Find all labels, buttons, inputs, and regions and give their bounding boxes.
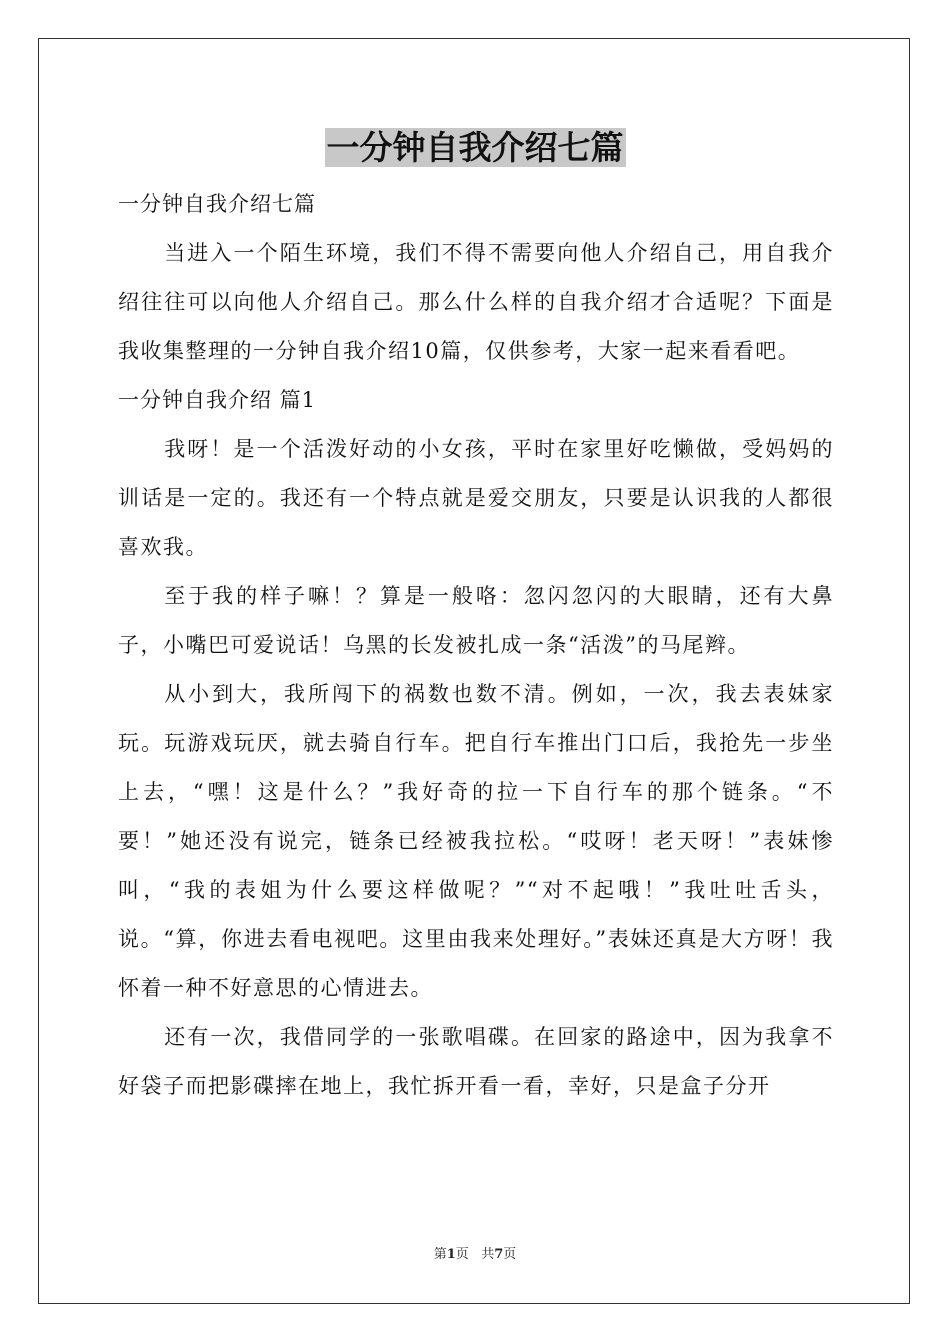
footer-total-prefix: 共 <box>481 1247 495 1262</box>
section-heading: 一分钟自我介绍七篇 <box>118 192 316 216</box>
footer-total-pages: 7 <box>494 1247 504 1262</box>
body-paragraph: 当进入一个陌生环境，我们不得不需要向他人介绍自己，用自我介绍往往可以向他人介绍自己。那么什么样的自我介绍才合适呢？下面是我收集整理的一分钟自我介绍10篇，仅供参考，大家一起来看看吧。 <box>118 241 834 363</box>
body-paragraph: 还有一次，我借同学的一张歌唱碟。在回家的路途中，因为我拿不好袋子而把影碟摔在地上，我忙拆开看一看，幸好，只是盒子分开 <box>118 1025 834 1098</box>
section-heading: 一分钟自我介绍 篇1 <box>118 388 317 412</box>
body-paragraph: 至于我的样子嘛！？算是一般咯：忽闪忽闪的大眼睛，还有大鼻子，小嘴巴可爱说话！乌黑的长发被扎成一条“活泼”的马尾辫。 <box>118 584 834 657</box>
document-body <box>118 180 834 1111</box>
document-title-text: 一分钟自我介绍七篇 <box>326 128 624 167</box>
document-title <box>0 126 950 170</box>
footer-page-number: 1 <box>446 1247 456 1262</box>
footer-total-suffix: 页 <box>503 1247 517 1262</box>
body-paragraph: 从小到大，我所闯下的祸数也数不清。例如，一次，我去表妹家玩。玩游戏玩厌，就去骑自行车。把自行车推出门口后，我抢先一步坐上去，“嘿！这是什么？”我好奇的拉一下自行车的那个链条。“不要！”她还没有说完，链条已经被我拉松。“哎呀！老天呀！”表妹惨叫，“我的表姐为什么要这样做呢？”“对不起哦！”我吐吐舌头，说。“算，你进去看电视吧。这里由我来处理好。”表妹还真是大方呀！我怀着一种不好意思的心情进去。 <box>118 682 834 1000</box>
footer-prefix: 第 <box>433 1247 447 1262</box>
footer-page-suffix: 页 <box>455 1247 469 1262</box>
body-paragraph: 我呀！是一个活泼好动的小女孩，平时在家里好吃懒做，受妈妈的训话是一定的。我还有一个特点就是爱交朋友，只要是认识我的人都很喜欢我。 <box>118 437 834 559</box>
page-footer <box>0 1246 950 1264</box>
